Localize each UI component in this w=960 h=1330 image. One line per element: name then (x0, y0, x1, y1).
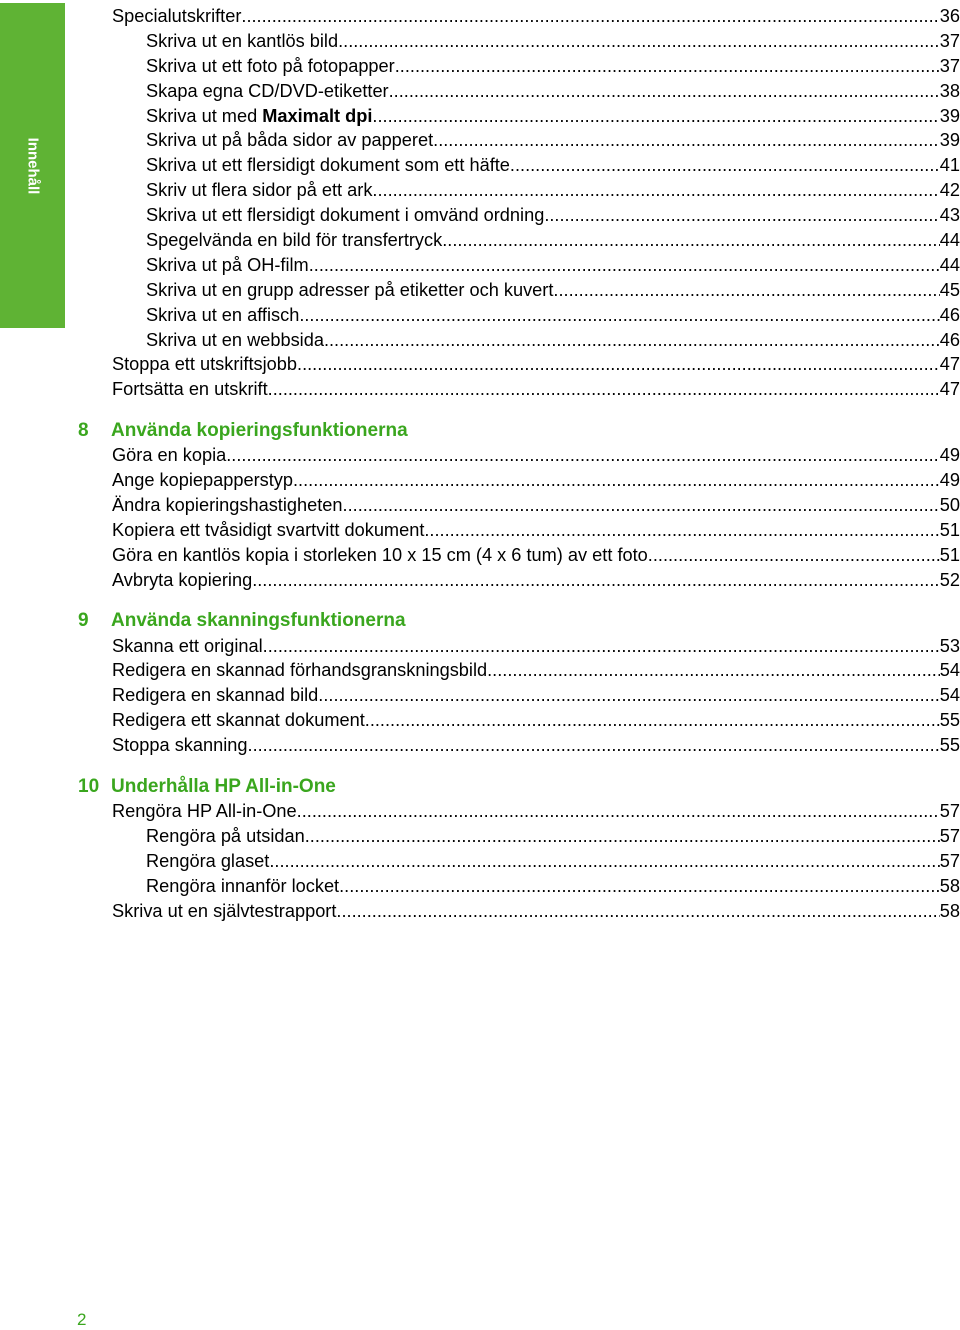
dot-leader (372, 106, 939, 127)
dot-leader (263, 636, 940, 657)
toc-entry-page: 57 (939, 800, 960, 821)
chapter-heading[interactable] (78, 418, 960, 443)
toc-entry-page: 53 (939, 635, 960, 656)
toc-entry[interactable] (78, 352, 960, 377)
toc-entry[interactable] (78, 799, 960, 824)
toc-entry-title (146, 851, 269, 872)
toc-entry[interactable] (78, 683, 960, 708)
toc-entry-page: 47 (939, 354, 960, 375)
toc-entry-page: 58 (939, 900, 960, 921)
toc-entry-title (146, 330, 324, 351)
toc-entry[interactable] (78, 849, 960, 874)
toc-entry-title (146, 81, 389, 102)
toc-entry-title (112, 710, 365, 731)
toc-entry[interactable] (78, 128, 960, 153)
dot-leader (305, 826, 940, 847)
toc-entry-title-text: Specialutskrifter (112, 5, 242, 26)
toc-entry-title (112, 801, 297, 822)
dot-leader (252, 570, 940, 591)
toc-entry-page: 44 (939, 229, 960, 250)
toc-entry[interactable] (78, 708, 960, 733)
toc-entry-title (146, 305, 299, 326)
toc-entry-title-text: Skapa egna CD/DVD-etiketter (146, 80, 389, 101)
toc-entry[interactable] (78, 874, 960, 899)
dot-leader (309, 255, 940, 276)
dot-leader (297, 354, 940, 375)
toc-entry[interactable] (78, 253, 960, 278)
dot-leader (372, 180, 939, 201)
toc-section (78, 4, 960, 402)
toc-entry-title-text: Skriva ut en affisch (146, 304, 300, 325)
toc-entry-page: 47 (939, 379, 960, 400)
toc-entry-page: 39 (939, 130, 960, 151)
chapter-heading[interactable] (78, 774, 960, 799)
toc-entry[interactable] (78, 899, 960, 924)
toc-entry-title (146, 876, 339, 897)
toc-section (78, 609, 960, 758)
toc-entry[interactable] (78, 733, 960, 758)
toc-entry-title-text: Göra en kantlös kopia i storleken 10 x 15 cm (4 x 6 tum) av ett foto (112, 544, 648, 565)
dot-leader (241, 6, 939, 27)
chapter-title: Använda skanningsfunktionerna (111, 610, 406, 632)
toc-entry-title (146, 56, 395, 77)
toc-entry-title-text: Redigera en skannad förhandsgranskningsbild (112, 660, 488, 681)
toc-entry-page: 42 (939, 180, 960, 201)
chapter-number: 8 (78, 419, 89, 441)
toc-entry-page: 45 (939, 279, 960, 300)
toc-entry-title (146, 205, 544, 226)
dot-leader (544, 205, 939, 226)
toc-entry-page: 36 (939, 5, 960, 26)
toc-entry-title (112, 495, 343, 516)
toc-entry-title-text: Redigera en skannad bild (112, 685, 319, 706)
toc-entry-title (112, 735, 248, 756)
dot-leader (648, 545, 940, 566)
toc-entry-title (146, 106, 372, 127)
toc-entry-title (112, 520, 424, 541)
toc-entry-title (146, 255, 309, 276)
toc-entry[interactable] (78, 493, 960, 518)
dot-leader (424, 520, 939, 541)
toc-entry-title-text: Ändra kopieringshastigheten (112, 494, 343, 515)
toc-entry-title-text: Skriva ut ett flersidigt dokument som ett häfte (146, 155, 510, 176)
toc-entry-page: 37 (939, 30, 960, 51)
dot-leader (336, 901, 939, 922)
toc-entry-page: 55 (939, 735, 960, 756)
toc-entry-title-text: Skriva ut med (146, 105, 263, 126)
chapter-title: Använda kopieringsfunktionerna (111, 419, 408, 441)
toc-entry-title (112, 685, 318, 706)
toc-entry-title-text: Skriva ut en webbsida (146, 329, 324, 350)
toc-entry-title-text: Rengöra HP All-in-One (112, 800, 297, 821)
toc-entry-page: 46 (939, 304, 960, 325)
toc-entry[interactable] (78, 377, 960, 402)
toc-entry-title-text: Skriva ut en kantlös bild (146, 30, 339, 51)
side-tab-label: Innehåll (24, 137, 41, 194)
dot-leader (487, 660, 940, 681)
dot-leader (324, 330, 940, 351)
toc-entry-title-bold: Maximalt dpi (262, 105, 373, 126)
toc-entry-title-text: Skriva ut ett flersidigt dokument i omvänd ordning (146, 205, 545, 226)
toc-entry-title (112, 445, 226, 466)
toc-entry-title (146, 826, 305, 847)
toc-entry[interactable] (78, 79, 960, 104)
toc-entry-title-text: Rengöra på utsidan (146, 825, 305, 846)
toc-section (78, 774, 960, 923)
side-tab (0, 3, 65, 328)
toc-entry-page: 49 (939, 470, 960, 491)
dot-leader (318, 685, 939, 706)
toc-entry-page: 51 (939, 544, 960, 565)
toc-entry-page: 54 (939, 685, 960, 706)
dot-leader (268, 379, 940, 400)
toc-entry-title-text: Spegelvända en bild för transfertryck (146, 229, 443, 250)
toc-entry-title-text: Stoppa ett utskriftsjobb (112, 354, 298, 375)
chapter-number: 10 (78, 775, 100, 797)
toc-entry-title (146, 230, 442, 251)
dot-leader (293, 470, 940, 491)
toc-entry-page: 57 (939, 850, 960, 871)
toc-entry[interactable] (78, 543, 960, 568)
toc-entry-title-text: Rengöra innanför locket (146, 875, 340, 896)
toc-entry-title (112, 6, 241, 27)
toc-entry-page: 55 (939, 710, 960, 731)
toc-entry-title-text: Fortsätta en utskrift (112, 379, 268, 400)
dot-leader (269, 851, 939, 872)
dot-leader (248, 735, 940, 756)
dot-leader (510, 155, 940, 176)
toc-entry-title (112, 570, 252, 591)
toc-entry-title (146, 180, 372, 201)
toc-entry-title (112, 545, 648, 566)
toc-entry-page: 58 (939, 875, 960, 896)
toc-entry-page: 50 (939, 494, 960, 515)
dot-leader (226, 445, 940, 466)
dot-leader (395, 56, 940, 77)
dot-leader (442, 230, 940, 251)
toc-entry-title-text: Skriv ut flera sidor på ett ark (146, 180, 373, 201)
toc-entry-page: 43 (939, 205, 960, 226)
toc-entry-page: 57 (939, 825, 960, 846)
toc-entry-title-text: Rengöra glaset (146, 850, 270, 871)
toc-entry[interactable] (78, 468, 960, 493)
toc-entry-title-text: Skriva ut på OH-film (146, 254, 309, 275)
toc-entry[interactable] (78, 4, 960, 29)
dot-leader (339, 876, 940, 897)
toc-entry-title-text: Avbryta kopiering (112, 569, 253, 590)
toc-entry-title (146, 155, 510, 176)
toc-entry-title (112, 354, 297, 375)
toc-entry[interactable] (78, 153, 960, 178)
toc-entry-title-text: Skriva ut på båda sidor av papperet (146, 130, 434, 151)
toc-section (78, 418, 960, 592)
toc-entry-title (112, 379, 268, 400)
toc-entry-page: 51 (939, 519, 960, 540)
toc-entry[interactable] (78, 29, 960, 54)
toc-entry[interactable] (78, 54, 960, 79)
toc-entry-title (146, 31, 338, 52)
dot-leader (553, 280, 939, 301)
toc-entry-page: 46 (939, 329, 960, 350)
toc-entry-title (112, 470, 293, 491)
page-number: 2 (77, 1310, 87, 1329)
dot-leader (433, 130, 940, 151)
toc-entry-title (112, 660, 487, 681)
toc-entry-title-text: Skriva ut ett foto på fotopapper (146, 55, 395, 76)
toc-entry[interactable] (78, 658, 960, 683)
chapter-number: 9 (78, 610, 89, 632)
toc-entry[interactable] (78, 104, 960, 129)
toc-entry-title (112, 901, 336, 922)
toc-entry-page: 38 (939, 80, 960, 101)
dot-leader (297, 801, 940, 822)
toc-entry-title-text: Stoppa skanning (112, 735, 248, 756)
toc-entry-page: 52 (939, 569, 960, 590)
toc-entry-title-text: Skriva ut en grupp adresser på etiketter och kuvert (146, 279, 554, 300)
toc-entry[interactable] (78, 824, 960, 849)
toc-entry[interactable] (78, 278, 960, 303)
toc-entry[interactable] (78, 303, 960, 328)
toc-entry-title (146, 130, 433, 151)
toc-entry-page: 41 (939, 155, 960, 176)
toc-entry-title-text: Skriva ut en självtestrapport (112, 900, 337, 921)
toc-entry[interactable] (78, 568, 960, 593)
toc-entry-title (112, 636, 263, 657)
toc-entry-title-text: Skanna ett original (112, 635, 263, 656)
toc-entry[interactable] (78, 203, 960, 228)
chapter-title: Underhålla HP All-in-One (111, 775, 336, 797)
dot-leader (338, 31, 940, 52)
dot-leader (343, 495, 940, 516)
chapter-heading[interactable] (78, 609, 960, 634)
toc-entry[interactable] (78, 328, 960, 353)
toc-entry-title-text: Ange kopiepapperstyp (112, 470, 293, 491)
toc-entry-title-text: Kopiera ett tvåsidigt svartvitt dokument (112, 519, 425, 540)
toc-entry[interactable] (78, 228, 960, 253)
toc-entry-title-text: Redigera ett skannat dokument (112, 710, 365, 731)
toc-entry-page: 44 (939, 254, 960, 275)
toc-entry-title-text: Göra en kopia (112, 445, 227, 466)
toc-entry-page: 37 (939, 55, 960, 76)
toc-entry[interactable] (78, 518, 960, 543)
toc-entry[interactable] (78, 443, 960, 468)
dot-leader (365, 710, 940, 731)
toc-entry-page: 39 (939, 105, 960, 126)
table-of-contents (78, 4, 960, 924)
toc-entry-title (146, 280, 553, 301)
dot-leader (389, 81, 940, 102)
toc-entry-page: 54 (939, 660, 960, 681)
toc-entry[interactable] (78, 178, 960, 203)
dot-leader (299, 305, 939, 326)
toc-entry[interactable] (78, 634, 960, 659)
toc-entry-page: 49 (939, 445, 960, 466)
